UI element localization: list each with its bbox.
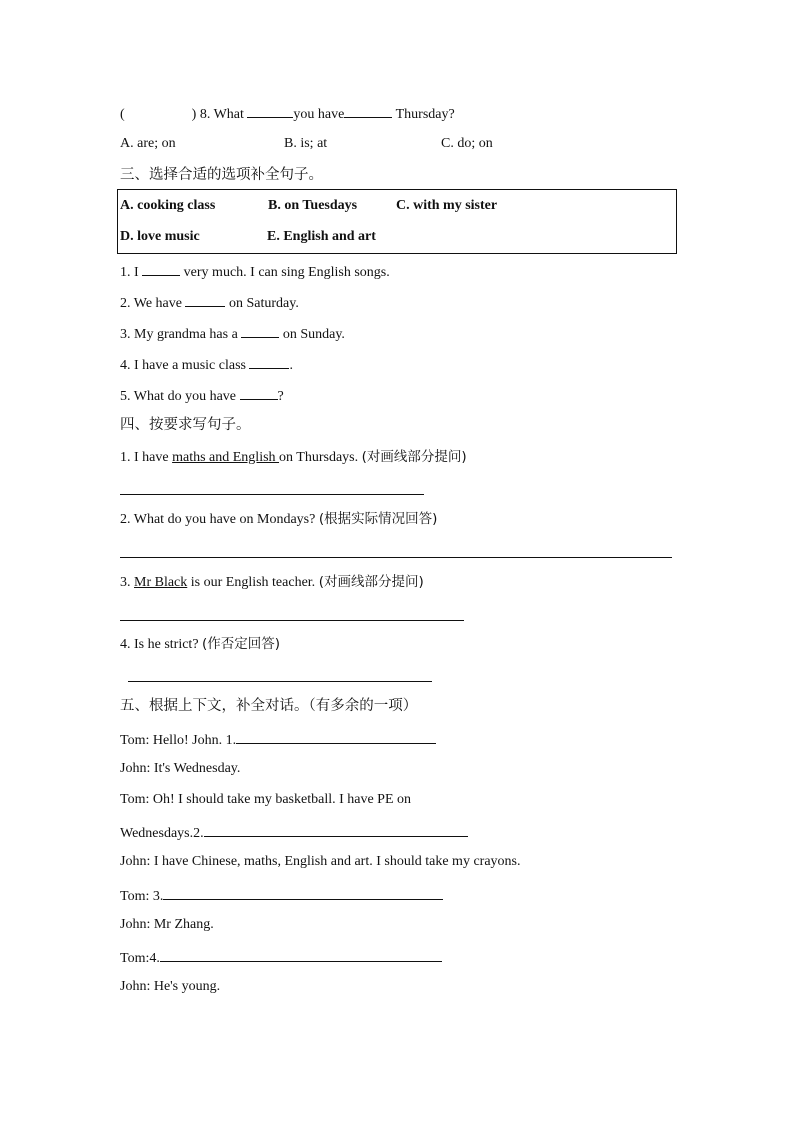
s3-item-3-pre: 3. My grandma has a	[120, 327, 238, 342]
s4-q1-post: on Thursdays.	[279, 450, 362, 465]
s3-item-5-post: ?	[277, 389, 284, 404]
question-8	[120, 103, 455, 124]
q8-choice-b[interactable]: B. is; at	[284, 136, 328, 151]
s3-item-4-pre: 4. I have a music class	[120, 358, 246, 373]
section-3-title: 三、选择合适的选项补全句子。	[120, 167, 323, 183]
q8-blank-1[interactable]	[247, 103, 293, 118]
s4-q1-underlined: maths and English	[172, 450, 280, 465]
s3-item-4-post: .	[289, 358, 293, 373]
s4-question-1	[120, 448, 467, 467]
option-d: D. love music	[120, 229, 200, 244]
s3-item-2	[120, 292, 299, 313]
s4-q4-answer-line[interactable]	[128, 681, 432, 682]
s4-q2-note: (根据实际情况回答)	[318, 511, 438, 527]
options-box	[117, 189, 677, 254]
dialogue-line-6-text: Tom: 3.	[120, 889, 164, 904]
s3-item-3-blank[interactable]	[241, 323, 279, 338]
s3-item-4-blank[interactable]	[249, 354, 289, 369]
dialogue-line-6	[120, 885, 443, 906]
option-a: A. cooking class	[120, 198, 216, 213]
q8-paren-open: (	[120, 107, 125, 122]
s4-question-2	[120, 510, 437, 529]
s4-q4-text: 4. Is he strict?	[120, 637, 203, 652]
s4-q3-pre: 3.	[120, 575, 134, 590]
q8-part1: What	[213, 107, 244, 122]
dialogue-line-8-text: Tom:4.	[120, 951, 160, 966]
option-e: E. English and art	[267, 229, 376, 244]
dialogue-line-4	[120, 822, 468, 843]
s3-item-1-pre: 1. I	[120, 265, 139, 280]
dialogue-line-7: John: Mr Zhang.	[120, 917, 214, 932]
s3-item-2-blank[interactable]	[185, 292, 225, 307]
dialogue-line-5: John: I have Chinese, maths, English and art. I should take my crayons.	[120, 854, 521, 869]
dialogue-line-9: John: He's young.	[120, 979, 221, 994]
q8-part3: Thursday?	[395, 107, 455, 122]
s4-question-4	[120, 635, 280, 654]
dialogue-line-8	[120, 947, 442, 968]
dialogue-line-3: Tom: Oh! I should take my basketball. I have PE on	[120, 792, 412, 807]
dialogue-blank-1[interactable]	[236, 729, 436, 744]
s3-item-4	[120, 354, 293, 375]
s3-item-5-pre: 5. What do you have	[120, 389, 236, 404]
s4-q3-note: (对画线部分提问)	[318, 574, 424, 590]
s4-q1-answer-line[interactable]	[120, 494, 424, 495]
s3-item-3	[120, 323, 345, 344]
dialogue-line-1	[120, 729, 436, 750]
s4-q3-post: is our English teacher.	[187, 575, 319, 590]
s4-q1-note: (对画线部分提问)	[361, 449, 467, 465]
s3-item-2-post: on Saturday.	[228, 296, 299, 311]
s3-item-5	[120, 385, 284, 406]
dialogue-line-4-text: Wednesdays.2.	[120, 826, 204, 841]
dialogue-blank-4[interactable]	[160, 947, 442, 962]
s4-q3-underlined: Mr Black	[134, 575, 188, 590]
s3-item-1-post: very much. I can sing English songs.	[183, 265, 390, 280]
q8-part2: you have	[293, 107, 345, 122]
section-4-title: 四、按要求写句子。	[120, 417, 251, 433]
s4-question-3	[120, 573, 424, 592]
s3-item-1-blank[interactable]	[142, 261, 180, 276]
dialogue-line-2: John: It's Wednesday.	[120, 761, 241, 776]
s4-q4-note: (作否定回答)	[202, 636, 281, 652]
dialogue-blank-2[interactable]	[204, 822, 468, 837]
q8-number: 8.	[199, 107, 211, 122]
s3-item-1	[120, 261, 390, 282]
option-c: C. with my sister	[396, 198, 498, 213]
option-b: B. on Tuesdays	[268, 198, 358, 213]
s3-item-5-blank[interactable]	[240, 385, 278, 400]
s4-q1-pre: 1. I have	[120, 450, 173, 465]
s4-q2-answer-line[interactable]	[120, 557, 672, 558]
s3-item-2-pre: 2. We have	[120, 296, 182, 311]
q8-choice-c[interactable]: C. do; on	[441, 136, 493, 151]
dialogue-line-1-text: Tom: Hello! John. 1.	[120, 733, 237, 748]
q8-choice-a[interactable]: A. are; on	[120, 136, 176, 151]
s4-q3-answer-line[interactable]	[120, 620, 464, 621]
s3-item-3-post: on Sunday.	[282, 327, 345, 342]
q8-paren-close: )	[191, 107, 197, 122]
dialogue-blank-3[interactable]	[163, 885, 443, 900]
s4-q2-text: 2. What do you have on Mondays?	[120, 512, 319, 527]
section-5-title: 五、根据上下文，补全对话。（有多余的一项）	[120, 698, 418, 714]
q8-blank-2[interactable]	[344, 103, 392, 118]
